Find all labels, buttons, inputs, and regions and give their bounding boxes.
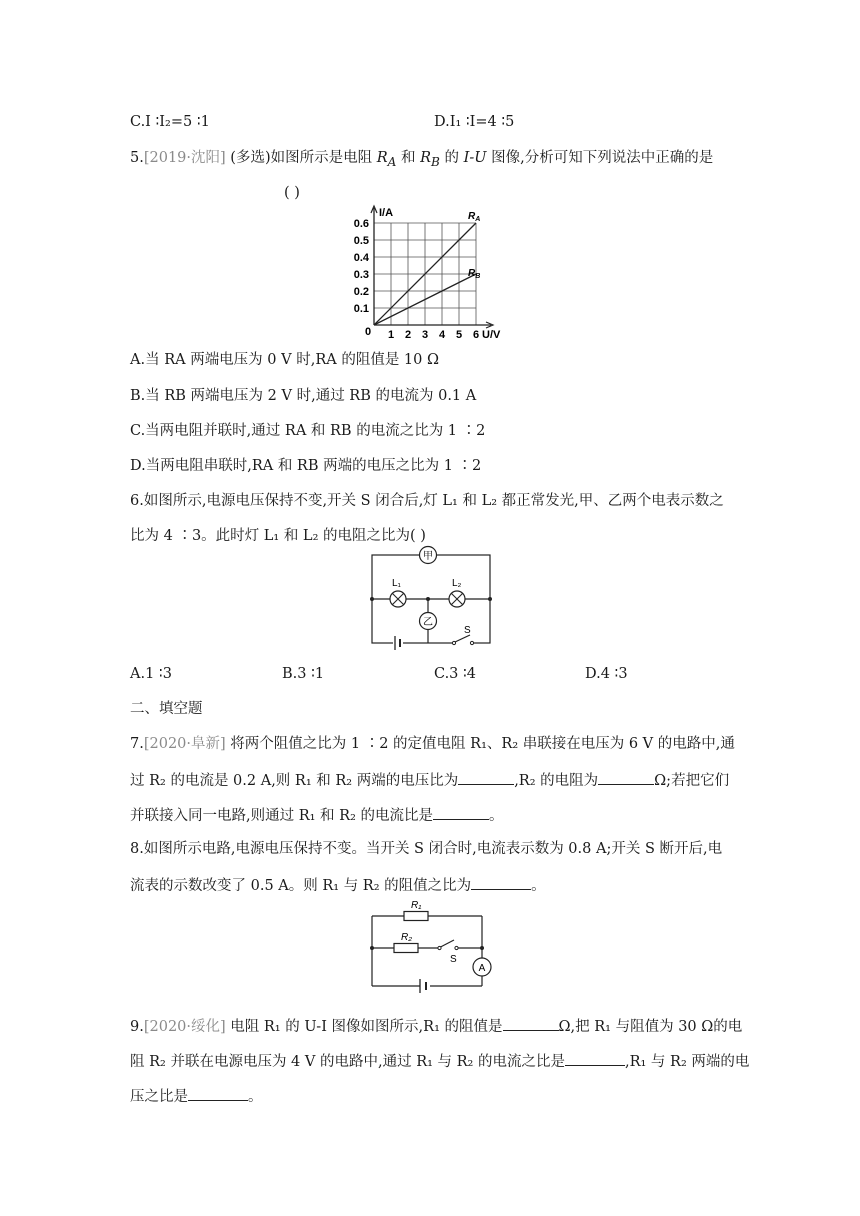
q5-number: 5.	[130, 150, 144, 166]
q5-source: [2019·沈阳]	[143, 150, 226, 166]
y-tick-label: 0.3	[353, 269, 369, 281]
q9-blank-3[interactable]	[188, 1085, 248, 1101]
q7-text-2c: Ω;若把它们	[654, 773, 730, 789]
q8-text-2b: 。	[531, 878, 546, 894]
switch-s-label: S	[464, 625, 471, 636]
resistor-r1-icon	[404, 912, 428, 921]
q7-text-2b: ,R₂ 的电阻为	[514, 773, 599, 789]
resistor-r2-icon	[394, 944, 418, 953]
q9-source: [2020·绥化]	[143, 1019, 226, 1035]
q5-option-d: D.当两电阻串联时,RA 和 RB 两端的电压之比为 1 ∶2	[130, 458, 482, 474]
origin-label: 0	[364, 326, 372, 338]
q5-iu: I-U	[463, 150, 487, 166]
q5-text-c: 的	[439, 150, 464, 166]
meter-yi-label: 乙	[423, 617, 433, 628]
q4-option-c: C.I ∶I₂=5 ∶1	[130, 114, 210, 130]
q5-option-b: B.当 RB 两端电压为 2 V 时,通过 RB 的电流为 0.1 A	[130, 388, 477, 404]
q9-blank-1[interactable]	[503, 1015, 559, 1031]
q8-circuit-diagram	[364, 898, 494, 1000]
y-axis-label: I/A	[379, 207, 394, 219]
x-tick-label: 1	[387, 329, 395, 341]
x-axis-label: U/V	[482, 329, 501, 341]
q7-blank-2[interactable]	[598, 769, 654, 785]
lamp-l2-label: L₂	[452, 578, 462, 589]
y-tick-label: 0.5	[353, 235, 369, 247]
q5-option-c: C.当两电阻并联时,通过 RA 和 RB 的电流之比为 1 ∶2	[130, 423, 486, 439]
resistor-r1-label: R₁	[411, 900, 422, 911]
switch-s-label: S	[450, 954, 457, 965]
lamp-l1-label: L₁	[392, 578, 401, 589]
q5-text-d: 图像,分析可知下列说法中正确的是	[486, 150, 714, 166]
meter-jia-label: 甲	[423, 551, 433, 562]
q6-option-b: B.3 ∶1	[282, 666, 325, 682]
q9-line-2	[130, 1050, 749, 1072]
q7-text-2a: 过 R₂ 的电流是 0.2 A,则 R₁ 和 R₂ 两端的电压比为	[130, 773, 459, 789]
q7-text-3a: 并联接入同一电路,则通过 R₁ 和 R₂ 的电流比是	[130, 808, 434, 824]
q5-text-a: (多选)如图所示是电阻	[225, 150, 377, 166]
q9-line-3	[130, 1085, 263, 1107]
x-tick-label: 3	[421, 329, 429, 341]
q9-text-1a: 电阻 R₁ 的 U-I 图像如图所示,R₁ 的阻值是	[225, 1019, 503, 1035]
q6-circuit-diagram	[366, 542, 496, 650]
q9-number: 9.	[130, 1019, 144, 1035]
q8-line-1: 8.如图所示电路,电源电压保持不变。当开关 S 闭合时,电流表示数为 0.8 A;开关 S 断开后,电	[130, 841, 723, 857]
q9-text-1b: Ω,把 R₁ 与阻值为 30 Ω的电	[558, 1019, 743, 1035]
q6-option-c: C.3 ∶4	[434, 666, 477, 682]
q5-rb-sub: B	[431, 154, 440, 169]
q9-text-2a: 阻 R₂ 并联在电源电压为 4 V 的电路中,通过 R₁ 与 R₂ 的电流之比是	[130, 1054, 565, 1070]
q7-blank-1[interactable]	[458, 769, 514, 785]
q6-option-a: A.1 ∶3	[130, 666, 172, 682]
x-tick-label: 5	[455, 329, 463, 341]
q7-blank-3[interactable]	[433, 804, 489, 820]
q9-text-3b: 。	[248, 1089, 263, 1105]
q5-option-a: A.当 RA 两端电压为 0 V 时,RA 的阻值是 10 Ω	[130, 352, 440, 368]
x-tick-label: 4	[438, 329, 446, 341]
q7-text-3b: 。	[489, 808, 504, 824]
section-fill-in-title: 二、填空题	[130, 701, 203, 717]
q4-option-d: D.I₁ ∶I=4 ∶5	[434, 114, 515, 130]
q9-text-2b: ,R₁ 与 R₂ 两端的电	[624, 1054, 750, 1070]
resistor-r2-label: R₂	[401, 932, 413, 943]
series-label-rb: $R_B$	[468, 268, 481, 280]
q5-text-b: 和	[396, 150, 421, 166]
q7-source: [2020·阜新]	[143, 736, 226, 752]
q8-line-2	[130, 874, 546, 896]
y-tick-label: 0.2	[353, 286, 369, 298]
q9-text-3a: 压之比是	[130, 1089, 188, 1105]
q5-answer-paren: ( )	[284, 185, 300, 201]
q5-rb: R	[420, 150, 432, 166]
q9-blank-2[interactable]	[565, 1050, 625, 1066]
q7-text-1: 将两个阻值之比为 1 ∶2 的定值电阻 R₁、R₂ 串联接在电压为 6 V 的电路中,通	[225, 736, 735, 752]
q8-text-2a: 流表的示数改变了 0.5 A。则 R₁ 与 R₂ 的阻值之比为	[130, 878, 472, 894]
y-tick-label: 0.4	[353, 252, 369, 264]
y-tick-label: 0.1	[353, 303, 369, 315]
q6-line-2: 比为 4 ∶3。此时灯 L₁ 和 L₂ 的电阻之比为( )	[130, 528, 426, 544]
q7-number: 7.	[130, 736, 144, 752]
q5-stem	[130, 148, 713, 172]
series-label-ra: $R_A$	[468, 211, 481, 223]
iu-chart	[346, 200, 516, 346]
q7-line-3	[130, 804, 504, 826]
y-tick-label: 0.6	[353, 218, 369, 230]
ammeter-label: A	[478, 963, 486, 974]
q5-ra: R	[376, 150, 388, 166]
q5-ra-sub: A	[387, 154, 397, 169]
lamp-l1-icon	[390, 591, 406, 607]
x-tick-label: 6	[472, 329, 480, 341]
q7-line-2	[130, 769, 729, 791]
q6-line-1: 6.如图所示,电源电压保持不变,开关 S 闭合后,灯 L₁ 和 L₂ 都正常发光,甲、乙两个电表示数之	[130, 493, 724, 509]
switch-s-icon	[438, 940, 458, 950]
q9-line-1	[130, 1015, 742, 1037]
x-tick-label: 2	[404, 329, 412, 341]
q6-option-d: D.4 ∶3	[585, 666, 628, 682]
q7-line-1	[130, 734, 735, 754]
q8-blank-1[interactable]	[471, 874, 531, 890]
lamp-l2-icon	[449, 591, 465, 607]
